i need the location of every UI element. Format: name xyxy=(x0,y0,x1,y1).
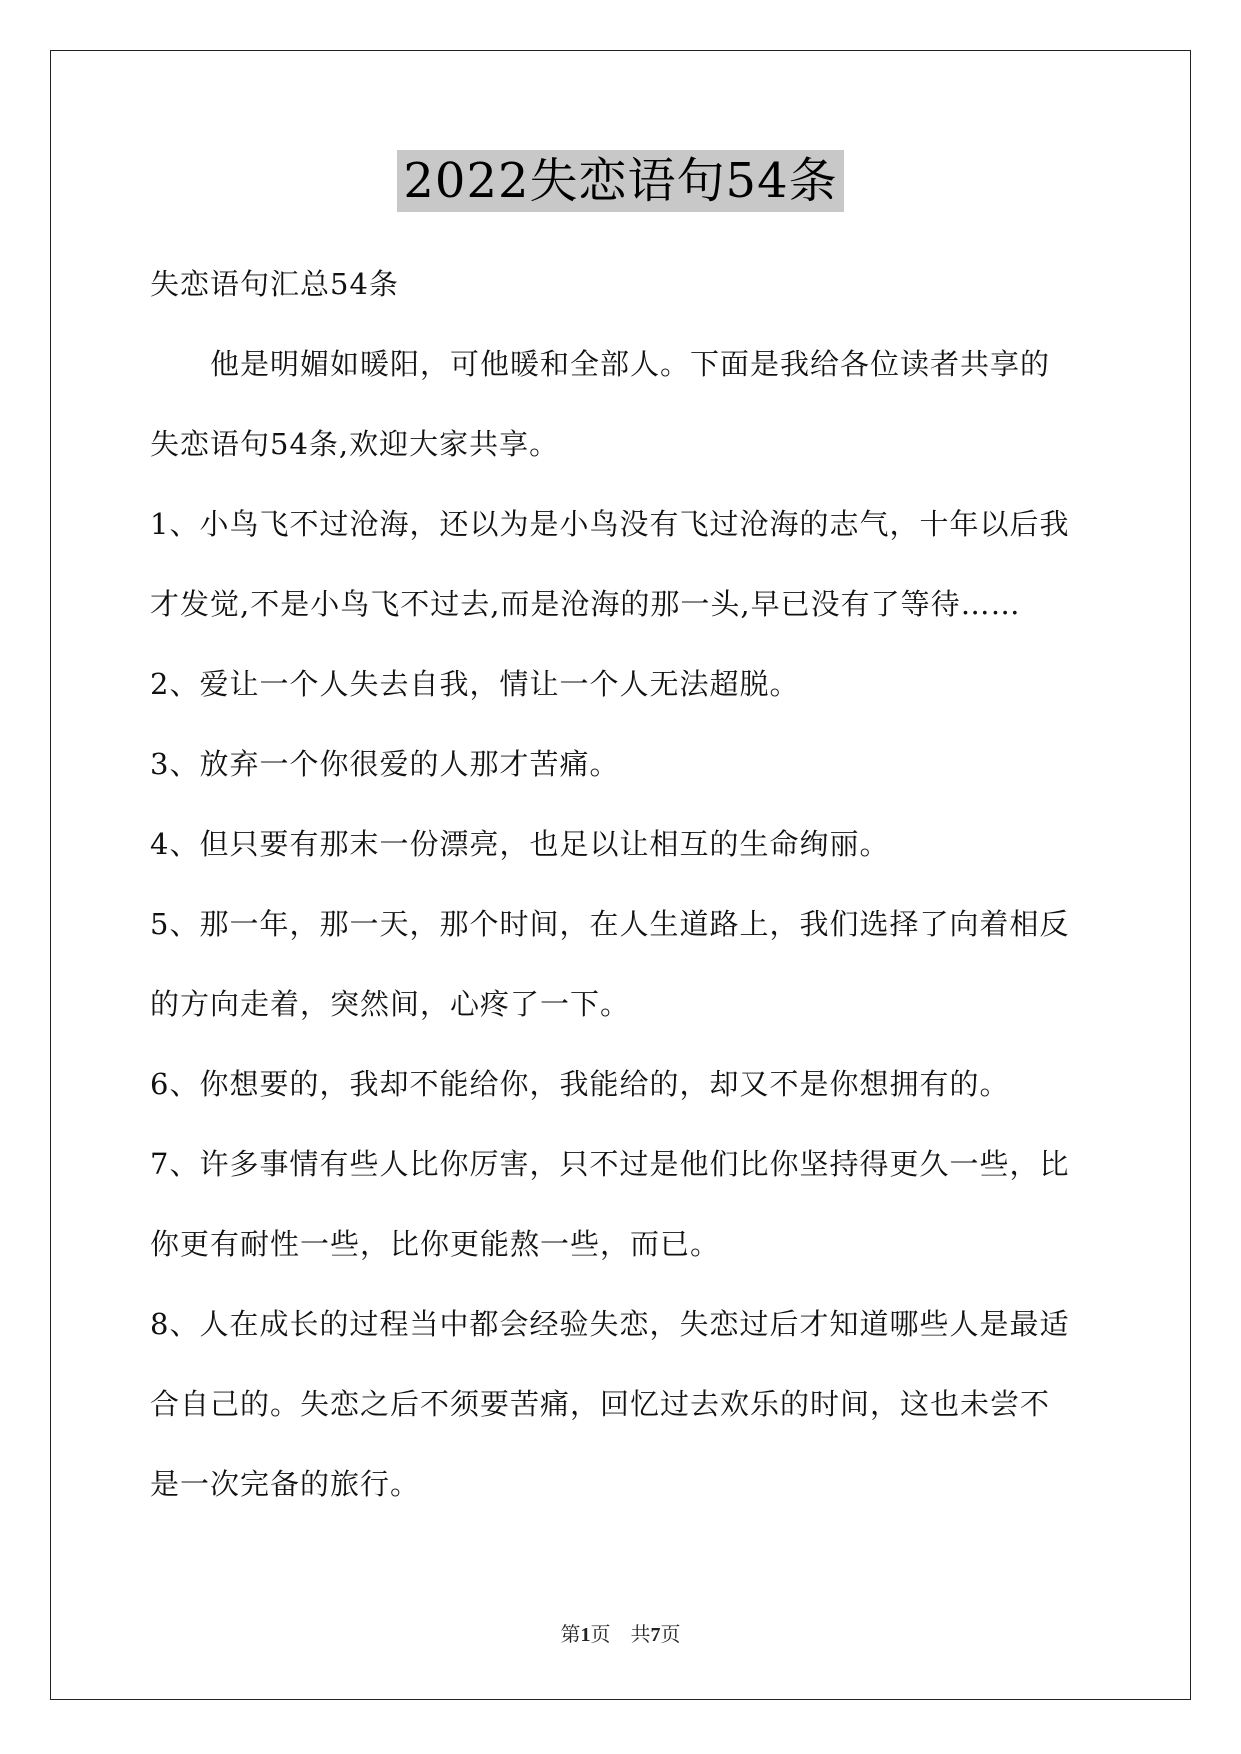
item-line: 是一次完备的旅行。 xyxy=(150,1467,421,1501)
footer-page-number: 1 xyxy=(580,1624,591,1646)
item-line: 7、许多事情有些人比你厉害，只不过是他们比你坚持得更久一些，比 xyxy=(150,1147,1070,1181)
item-line: 8、人在成长的过程当中都会经验失恋，失恋过后才知道哪些人是最适 xyxy=(150,1307,1070,1341)
footer-prefix: 第 xyxy=(560,1624,581,1646)
item-line: 6、你想要的，我却不能给你，我能给的，却又不是你想拥有的。 xyxy=(150,1067,1010,1101)
footer-suffix: 页 xyxy=(660,1624,681,1646)
title-container xyxy=(0,150,1241,212)
intro-line: 他是明媚如暖阳，可他暖和全部人。下面是我给各位读者共享的 xyxy=(150,347,1051,381)
item-line: 1、小鸟飞不过沧海，还以为是小鸟没有飞过沧海的志气，十年以后我 xyxy=(150,507,1070,541)
item-line: 3、放弃一个你很爱的人那才苦痛。 xyxy=(150,747,620,781)
item-line: 4、但只要有那末一份漂亮，也足以让相互的生命绚丽。 xyxy=(150,827,890,861)
intro-line: 失恋语句54条,欢迎大家共享。 xyxy=(150,427,560,461)
item-line: 2、爱让一个人失去自我，情让一个人无法超脱。 xyxy=(150,667,800,701)
item-line: 合自己的。失恋之后不须要苦痛，回忆过去欢乐的时间，这也未尝不 xyxy=(150,1387,1051,1421)
footer-mid: 页 共 xyxy=(590,1624,651,1646)
document-title: 2022失恋语句54条 xyxy=(397,150,843,212)
item-line: 的方向走着，突然间，心疼了一下。 xyxy=(150,987,631,1021)
item-line: 你更有耐性一些，比你更能熬一些，而已。 xyxy=(150,1227,721,1261)
subtitle: 失恋语句汇总54条 xyxy=(150,267,399,301)
item-line: 5、那一年，那一天，那个时间，在人生道路上，我们选择了向着相反 xyxy=(150,907,1070,941)
item-line: 才发觉,不是小鸟飞不过去,而是沧海的那一头,早已没有了等待…… xyxy=(150,587,1021,621)
footer-total-pages: 7 xyxy=(650,1624,661,1646)
page-footer xyxy=(0,1618,1241,1647)
